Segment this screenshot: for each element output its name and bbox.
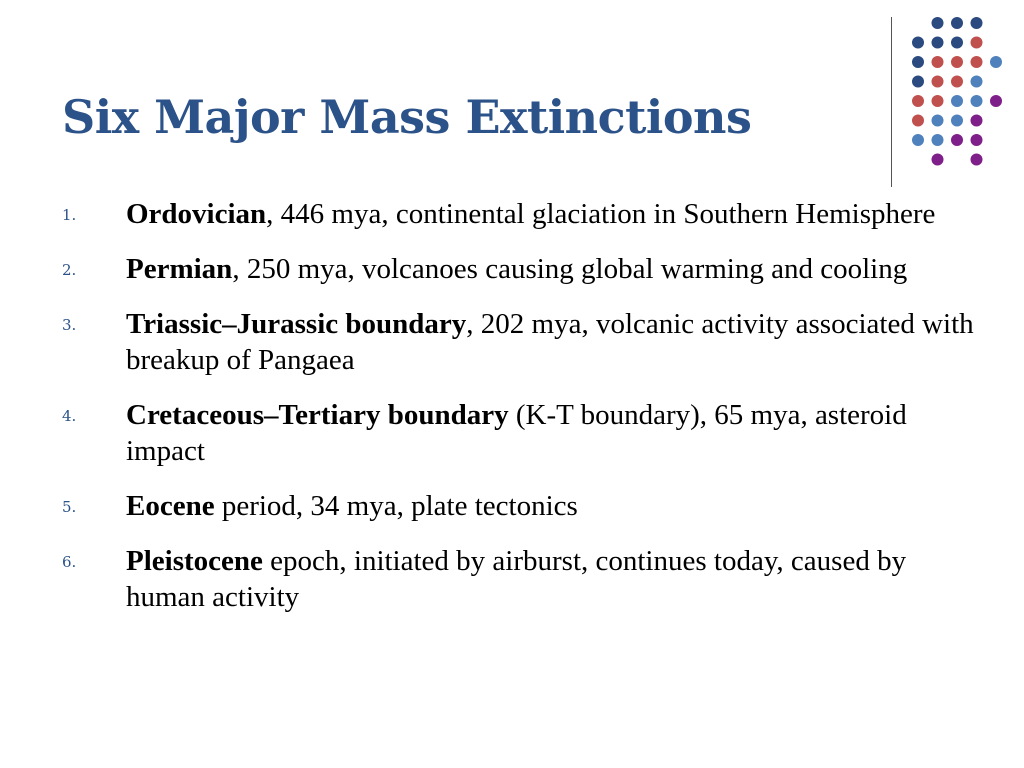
item-name: Pleistocene xyxy=(126,545,263,577)
list-item xyxy=(62,488,982,524)
decorative-dot xyxy=(971,76,983,88)
item-name: Cretaceous–Tertiary boundary xyxy=(126,399,509,431)
extinction-list xyxy=(62,196,982,634)
slide-title: Six Major Mass Extinctions xyxy=(62,90,752,144)
decorative-dot xyxy=(951,37,963,49)
decorative-dot xyxy=(971,56,983,68)
decorative-dot xyxy=(932,37,944,49)
item-name: Triassic–Jurassic boundary xyxy=(126,308,467,340)
decorative-dot xyxy=(951,17,963,29)
item-number: 2. xyxy=(62,261,77,279)
decorative-dot xyxy=(912,95,924,107)
decorative-dot xyxy=(951,115,963,127)
vertical-divider xyxy=(891,17,892,187)
item-description: (K-T boundary), 65 mya, asteroid impact xyxy=(126,399,907,467)
list-item xyxy=(62,306,982,378)
decorative-dot xyxy=(971,154,983,166)
decorative-dot xyxy=(951,76,963,88)
decorative-dot xyxy=(912,56,924,68)
list-item xyxy=(62,251,982,287)
decorative-dot xyxy=(971,134,983,146)
item-description: period, 34 mya, plate tectonics xyxy=(214,490,578,522)
decorative-dot xyxy=(932,95,944,107)
decorative-dot xyxy=(932,134,944,146)
item-number: 5. xyxy=(62,498,77,516)
item-number: 3. xyxy=(62,316,77,334)
decorative-dot xyxy=(971,17,983,29)
list-item xyxy=(62,397,982,469)
item-description: , 446 mya, continental glaciation in Southern Hemisphere xyxy=(266,198,936,230)
item-description: epoch, initiated by airburst, continues today, caused by human activity xyxy=(126,545,907,613)
decorative-dot xyxy=(932,76,944,88)
decorative-dot xyxy=(932,56,944,68)
item-number: 4. xyxy=(62,407,77,425)
item-name: Permian xyxy=(126,253,233,285)
decorative-dot xyxy=(990,56,1002,68)
decorative-dot xyxy=(932,17,944,29)
list-item xyxy=(62,543,982,615)
decorative-dot xyxy=(971,115,983,127)
decorative-dot xyxy=(971,37,983,49)
item-name: Ordovician xyxy=(126,198,267,230)
decorative-dot xyxy=(932,154,944,166)
decorative-dot xyxy=(912,134,924,146)
list-item xyxy=(62,196,982,232)
decorative-dot xyxy=(912,76,924,88)
item-number: 6. xyxy=(62,553,77,571)
decorative-dot xyxy=(912,115,924,127)
decorative-dot xyxy=(951,134,963,146)
item-description: , 250 mya, volcanoes causing global warming and cooling xyxy=(232,253,908,285)
decorative-dot xyxy=(951,56,963,68)
decorative-dot xyxy=(912,37,924,49)
decorative-dot xyxy=(951,95,963,107)
decorative-dot xyxy=(990,95,1002,107)
item-number: 1. xyxy=(62,206,77,224)
item-name: Eocene xyxy=(126,490,215,522)
decorative-dot xyxy=(932,115,944,127)
decorative-dot xyxy=(971,95,983,107)
item-description: , 202 mya, volcanic activity associated with breakup of Pangaea xyxy=(126,308,974,376)
